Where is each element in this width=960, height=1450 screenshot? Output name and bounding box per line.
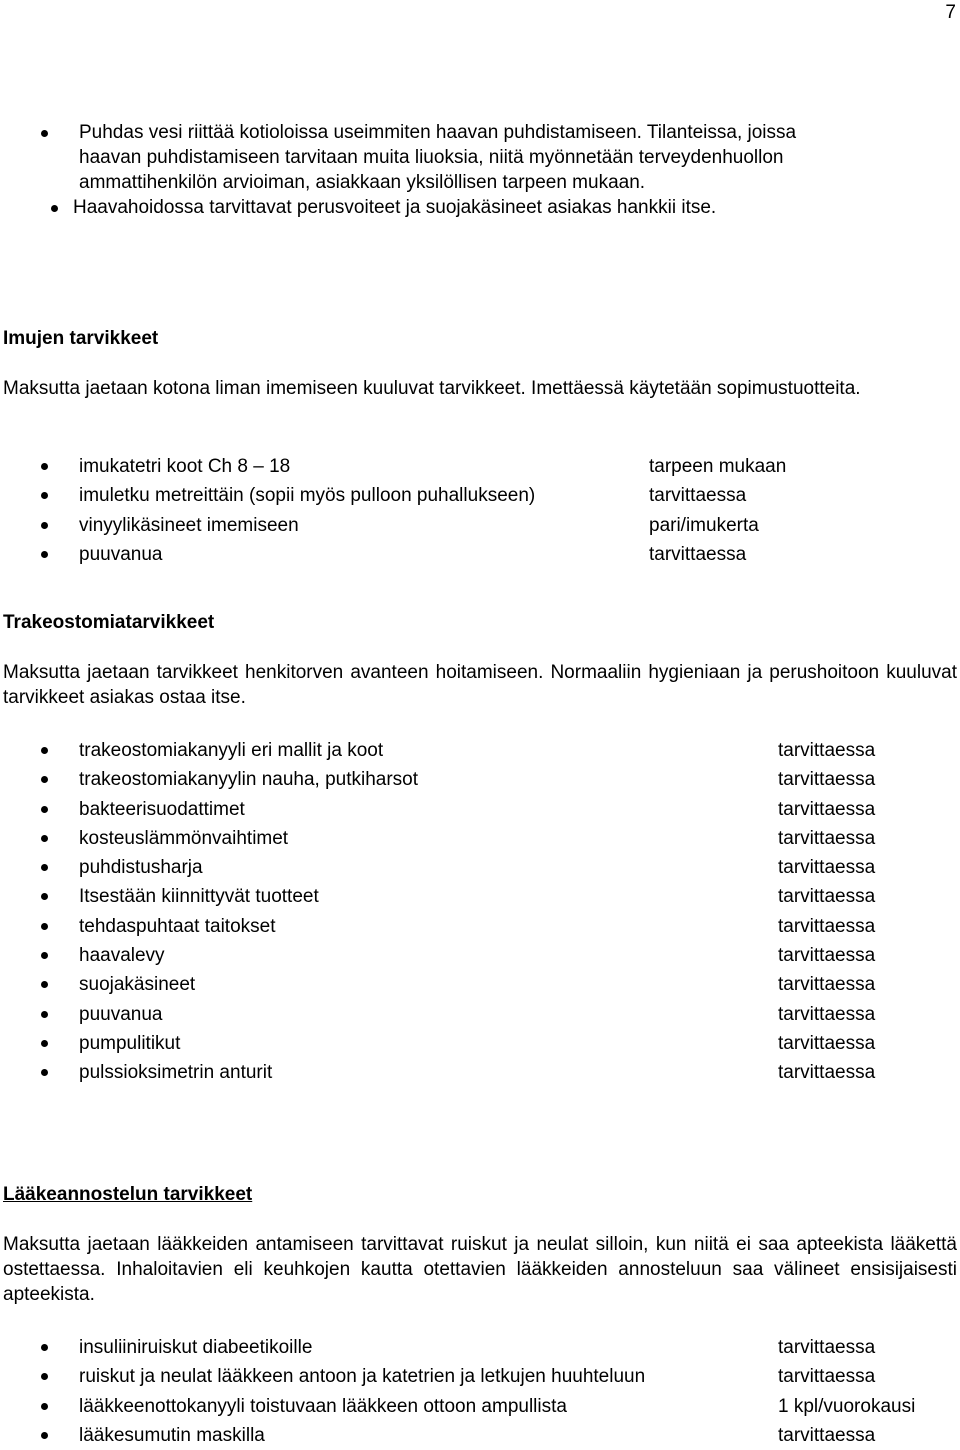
item-quantity: tarvittaessa [778, 740, 876, 761]
table-row [3, 1392, 957, 1421]
item-name: ruiskut ja neulat lääkkeen antoon ja katetrien ja letkujen huuhteluun [79, 1366, 646, 1388]
section-trakeostomiatarvikkeet [3, 610, 957, 710]
item-quantity: tarvittaessa [649, 543, 747, 565]
item-quantity: 1 kpl/vuorokausi [778, 1395, 916, 1417]
item-quantity: tarvittaessa [778, 857, 876, 879]
section-heading: Lääkeannostelun tarvikkeet [3, 1184, 253, 1205]
table-row [3, 1333, 957, 1362]
item-quantity: pari/imukerta [649, 514, 759, 536]
bullet-icon [41, 1011, 48, 1018]
supply-list [3, 1333, 957, 1450]
item-quantity: tarpeen mukaan [649, 456, 787, 477]
item-name: puuvanua [79, 543, 163, 565]
item-name: trakeostomiakanyyli eri mallit ja koot [79, 740, 384, 761]
table-row [3, 1000, 957, 1029]
bullet-icon [41, 522, 48, 529]
bullet-icon [41, 864, 48, 871]
bullet-icon [51, 205, 58, 212]
item-name: trakeostomiakanyylin nauha, putkiharsot [79, 769, 419, 791]
table-row [3, 540, 957, 569]
bullet-icon [41, 130, 48, 137]
bullet-icon [41, 463, 48, 470]
table-row [3, 511, 957, 540]
bullet-icon [41, 923, 48, 930]
table-row [3, 736, 957, 765]
table-row [3, 853, 957, 882]
table-row [3, 882, 957, 911]
table-row [3, 1058, 957, 1087]
item-quantity: tarvittaessa [778, 1366, 876, 1388]
bullet-icon [41, 776, 48, 783]
item-name: haavalevy [79, 945, 165, 967]
table-row [3, 765, 957, 794]
bullet-icon [41, 1344, 48, 1351]
bullet-icon [41, 747, 48, 754]
item-quantity: tarvittaessa [649, 485, 747, 507]
bullet-icon [41, 492, 48, 499]
bullet-icon [41, 835, 48, 842]
item-quantity: tarvittaessa [778, 1337, 876, 1358]
table-row [3, 481, 957, 510]
table-row [3, 795, 957, 824]
item-name: Itsestään kiinnittyvät tuotteet [79, 886, 319, 908]
item-name: insuliiniruiskut diabeetikoille [79, 1337, 313, 1358]
item-name: pulssioksimetrin anturit [79, 1062, 273, 1084]
item-quantity: tarvittaessa [778, 827, 876, 849]
item-name: imuletku metreittäin (sopii myös pulloon puhallukseen) [79, 485, 536, 507]
item-quantity: tarvittaessa [778, 945, 876, 967]
table-row [3, 824, 957, 853]
item-name: suojakäsineet [79, 974, 196, 996]
table-row [3, 912, 957, 941]
list-item: Puhdas vesi riittää kotioloissa useimmiten haavan puhdistamiseen. Tilanteissa, joissa haavan puhdistamiseen tarvitaan muita liuoksia, niitä myönnetään terveydenhuollon ammattihenkilön arvioiman, asiakkaan yksilöllisen tarpeen mukaan. [3, 120, 839, 195]
item-quantity: tarvittaessa [778, 1032, 876, 1054]
bullet-icon [41, 952, 48, 959]
table-row [3, 941, 957, 970]
item-name: puuvanua [79, 1003, 163, 1025]
item-name: lääkesumutin maskilla [79, 1424, 265, 1446]
supply-list [3, 452, 957, 569]
item-quantity: tarvittaessa [778, 974, 876, 996]
item-quantity: tarvittaessa [778, 1062, 876, 1084]
supply-list [3, 736, 957, 1088]
table-row [3, 452, 957, 481]
item-name: puhdistusharja [79, 857, 203, 879]
intro-bullets [3, 120, 957, 220]
list-item: Haavahoidossa tarvittavat perusvoiteet ja suojakäsineet asiakas hankkii itse. [3, 195, 957, 220]
bullet-icon [41, 1432, 48, 1439]
bullet-icon [41, 1040, 48, 1047]
item-name: imukatetri koot Ch 8 – 18 [79, 456, 291, 477]
item-name: vinyylikäsineet imemiseen [79, 514, 299, 536]
table-row [3, 1421, 957, 1450]
bullet-icon [41, 551, 48, 558]
table-row [3, 970, 957, 999]
page-number: 7 [945, 2, 956, 23]
bullet-icon [41, 893, 48, 900]
item-name: tehdaspuhtaat taitokset [79, 915, 276, 937]
item-name: lääkkeenottokanyyli toistuvaan lääkkeen ottoon ampullista [79, 1395, 567, 1417]
item-quantity: tarvittaessa [778, 1003, 876, 1025]
table-row [3, 1362, 957, 1391]
item-name: bakteerisuodattimet [79, 798, 245, 820]
section-heading: Trakeostomiatarvikkeet [3, 612, 215, 633]
table-row [3, 1029, 957, 1058]
section-imujen-tarvikkeet [3, 326, 957, 401]
item-name: pumpulitikut [79, 1032, 181, 1054]
item-name: kosteuslämmönvaihtimet [79, 827, 289, 849]
item-quantity: tarvittaessa [778, 798, 876, 820]
bullet-icon [41, 1403, 48, 1410]
item-quantity: tarvittaessa [778, 1424, 876, 1446]
item-quantity: tarvittaessa [778, 769, 876, 791]
section-heading: Imujen tarvikkeet [3, 328, 159, 349]
bullet-icon [41, 806, 48, 813]
bullet-icon [41, 981, 48, 988]
section-paragraph: Maksutta jaetaan kotona liman imemiseen kuuluvat tarvikkeet. Imettäessä käytetään sopimustuotteita. [3, 378, 861, 399]
item-quantity: tarvittaessa [778, 886, 876, 908]
section-paragraph: Maksutta jaetaan tarvikkeet henkitorven avanteen hoitamiseen. Normaaliin hygieniaan ja perushoitoon kuuluvat tarvikkeet asiakas ostaa itse. [3, 662, 957, 708]
bullet-icon [41, 1069, 48, 1076]
item-quantity: tarvittaessa [778, 915, 876, 937]
bullet-icon [41, 1373, 48, 1380]
section-paragraph: Maksutta jaetaan lääkkeiden antamiseen tarvittavat ruiskut ja neulat silloin, kun niitä ei saa apteekista lääkettä ostettaessa. Inhaloitavien eli keuhkojen kautta otettavien lääkkeiden annosteluun saa välineet ensisijaisesti apteekista. [3, 1234, 957, 1305]
section-laakeannostelun-tarvikkeet [3, 1182, 957, 1307]
